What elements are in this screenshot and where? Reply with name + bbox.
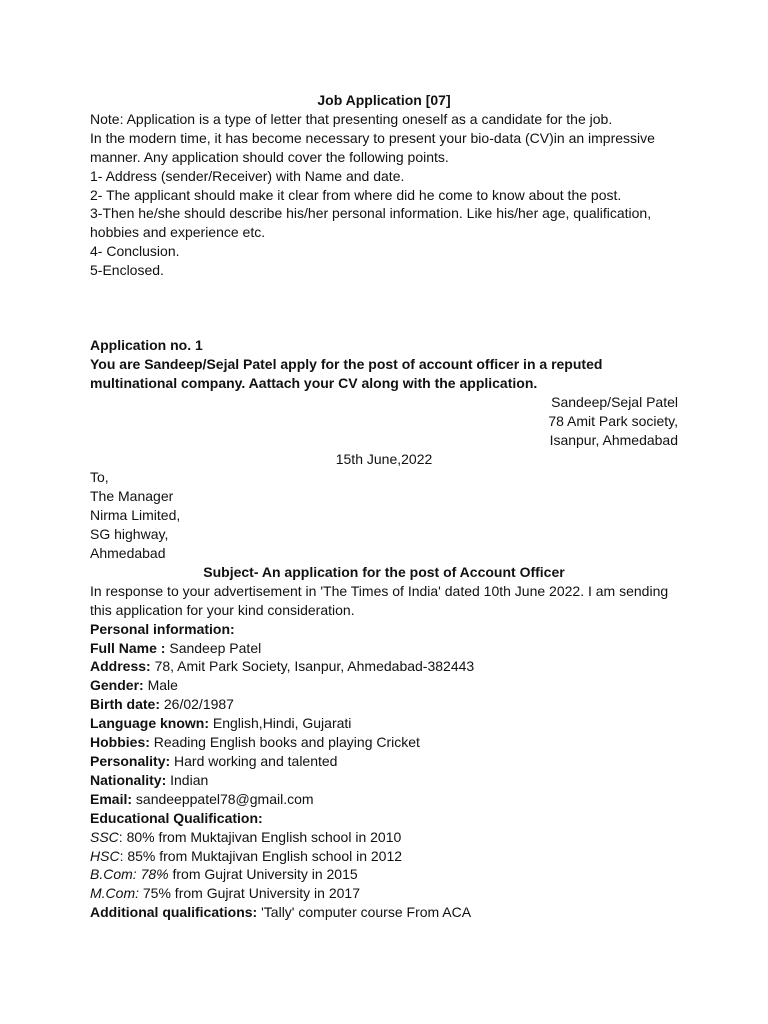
education-label: B.Com: 78% xyxy=(90,866,169,883)
field-value: 78, Amit Park Society, Isanpur, Ahmedabad-382443 xyxy=(150,658,475,675)
field-address xyxy=(90,657,678,676)
personal-info-heading: Personal information: xyxy=(90,620,235,637)
document-title: Job Application [07] xyxy=(317,92,451,108)
education-value: : 80% from Muktajivan English school in 2010 xyxy=(118,828,402,845)
sender-line: Isanpur, Ahmedabad xyxy=(549,431,678,448)
education-heading: Educational Qualification: xyxy=(90,809,263,826)
education-item-mcom xyxy=(90,884,678,903)
field-label: Birth date: xyxy=(90,696,160,713)
personal-info-list xyxy=(90,639,678,809)
field-hobbies xyxy=(90,733,678,752)
receiver-line: Nirma Limited, xyxy=(90,507,181,524)
field-value: Sandeep Patel xyxy=(165,639,262,656)
receiver-address xyxy=(90,468,678,563)
field-value: Hard working and talented xyxy=(170,753,338,769)
field-language xyxy=(90,714,678,733)
field-label: Personality: xyxy=(90,753,171,769)
note-line: 3-Then he/she should describe his/her personal information. Like his/her age, qualification, xyxy=(90,205,652,222)
field-nationality xyxy=(90,771,678,790)
field-value: 26/02/1987 xyxy=(160,696,234,713)
field-email xyxy=(90,790,678,809)
additional-qualifications xyxy=(90,903,678,922)
receiver-line: SG highway, xyxy=(90,526,169,543)
receiver-line: Ahmedabad xyxy=(90,545,166,562)
task-line: multinational company. Aattach your CV along with the application. xyxy=(90,374,538,391)
field-value: 'Tally' computer course From ACA xyxy=(257,904,472,921)
sender-line: Sandeep/Sejal Patel xyxy=(551,393,678,410)
note-line: 5-Enclosed. xyxy=(90,262,164,279)
field-label: Email: xyxy=(90,790,133,807)
education-label: SSC xyxy=(90,828,119,845)
education-value: : 85% from Muktajivan English school in 2012 xyxy=(119,847,403,864)
application-heading: Application no. 1 xyxy=(90,337,203,354)
field-value: Indian xyxy=(166,771,209,788)
education-label: HSC xyxy=(90,847,120,864)
receiver-line: The Manager xyxy=(90,488,174,505)
education-item-bcom xyxy=(90,865,678,884)
field-label: Address: xyxy=(90,658,151,675)
field-birth-date xyxy=(90,695,678,714)
field-gender xyxy=(90,676,678,695)
document-content xyxy=(90,91,678,922)
body-line: this application for your kind consideration. xyxy=(90,601,355,618)
field-value: Reading English books and playing Cricket xyxy=(149,734,420,751)
sender-address xyxy=(90,393,678,450)
education-item-ssc xyxy=(90,828,678,847)
note-section xyxy=(90,110,678,280)
note-line: 4- Conclusion. xyxy=(90,243,180,260)
note-line: In the modern time, it has become necessary to present your bio-data (CV)in an impressive xyxy=(90,129,655,146)
education-item-hsc xyxy=(90,847,678,866)
education-label: M.Com: xyxy=(90,885,139,902)
body-line: In response to your advertisement in 'The Times of India' dated 10th June 2022. I am sending xyxy=(90,582,669,599)
field-label: Hobbies: xyxy=(90,734,150,751)
education-value: from Gujrat University in 2015 xyxy=(168,866,358,883)
note-line: 1- Address (sender/Receiver) with Name and date. xyxy=(90,167,405,184)
letter-subject: Subject- An application for the post of Account Officer xyxy=(203,563,565,580)
spacer xyxy=(90,280,678,336)
field-value: Male xyxy=(143,677,178,694)
letter-date: 15th June,2022 xyxy=(335,450,433,467)
field-value: sandeeppatel78@gmail.com xyxy=(132,790,314,807)
note-line: 2- The applicant should make it clear from where did he come to know about the post. xyxy=(90,186,622,203)
field-label: Full Name : xyxy=(90,639,166,656)
field-full-name xyxy=(90,639,678,658)
note-line: hobbies and experience etc. xyxy=(90,224,266,241)
education-value: 75% from Gujrat University in 2017 xyxy=(139,885,360,902)
receiver-line: To, xyxy=(90,469,109,486)
education-list xyxy=(90,828,678,904)
field-label: Gender: xyxy=(90,677,144,694)
field-value: English,Hindi, Gujarati xyxy=(209,715,352,732)
sender-line: 78 Amit Park society, xyxy=(548,412,678,429)
note-line: manner. Any application should cover the following points. xyxy=(90,148,449,165)
field-label: Additional qualifications: xyxy=(90,904,258,921)
field-label: Language known: xyxy=(90,715,209,732)
task-line: You are Sandeep/Sejal Patel apply for the post of account officer in a reputed xyxy=(90,355,603,372)
field-personality xyxy=(90,752,678,771)
field-label: Nationality: xyxy=(90,771,167,788)
note-line: Note: Application is a type of letter that presenting oneself as a candidate for the job. xyxy=(90,110,613,127)
